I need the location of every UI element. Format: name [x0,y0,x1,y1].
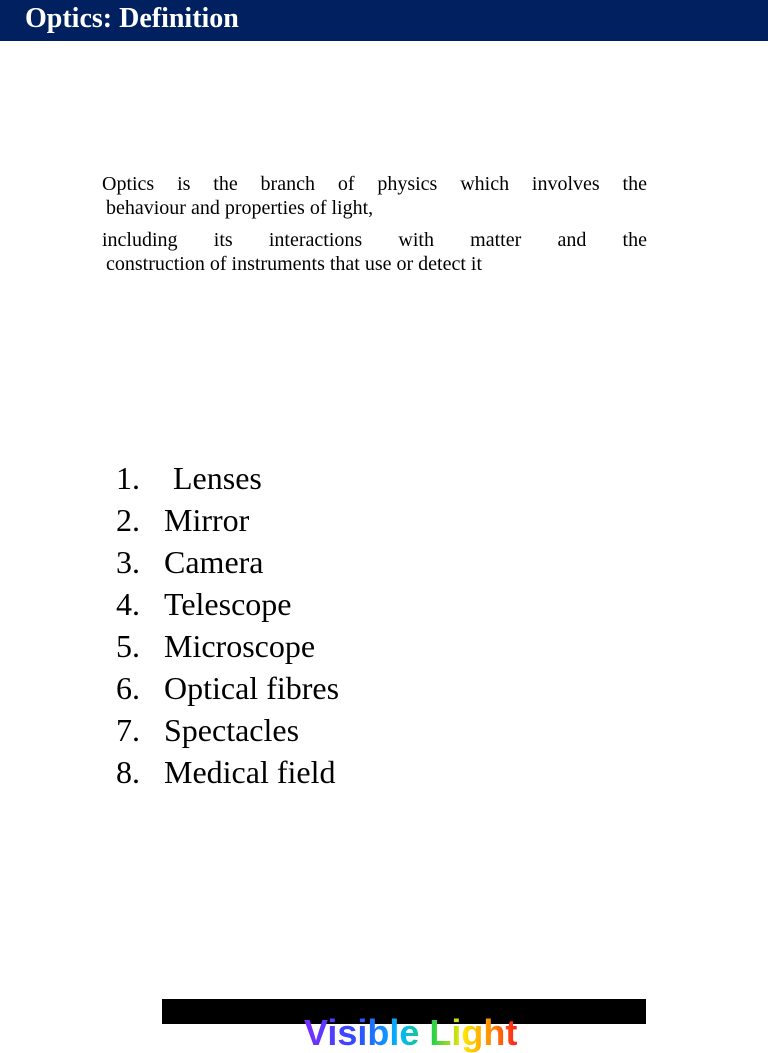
definition-line: construction of instruments that use or detect it [106,253,483,275]
list-item [116,625,339,667]
page-title: Optics: Definition [25,3,239,34]
list-item-number: 5. [116,628,140,664]
definition-line: Optics is the branch of physics which involves the [102,173,647,195]
definition-paragraph [102,228,647,276]
list-item-label: Telescope [164,586,292,622]
definition-paragraph [102,172,647,220]
list-item [116,541,339,583]
list-item-label: Spectacles [164,712,300,748]
applications-list [116,457,339,793]
definition-text [102,172,647,276]
title-bar [0,0,768,41]
list-item-label: Medical field [164,754,336,790]
image-caption: Visible Light [304,1012,518,1053]
list-item-number: 4. [116,586,140,622]
list-item-label: Camera [164,544,264,580]
list-item-label: Optical fibres [164,670,340,706]
list-item-number: 3. [116,544,140,580]
list-item-number: 8. [116,754,140,790]
list-item [116,499,339,541]
list-item [116,751,339,793]
list-item-label: Lenses [173,460,262,496]
visible-light-image [162,999,646,1053]
list-item-number: 6. [116,670,140,706]
list-item-number: 2. [116,502,140,538]
list-item-label: Microscope [164,628,316,664]
list-item [116,709,339,751]
list-item [116,667,339,709]
list-item [116,583,339,625]
list-item-number: 7. [116,712,140,748]
list-item-number: 1. [116,460,140,496]
definition-line: including its interactions with matter and the [102,229,647,251]
definition-line: behaviour and properties of light, [106,197,374,219]
list-item [116,457,339,499]
list-item-label: Mirror [164,502,250,538]
